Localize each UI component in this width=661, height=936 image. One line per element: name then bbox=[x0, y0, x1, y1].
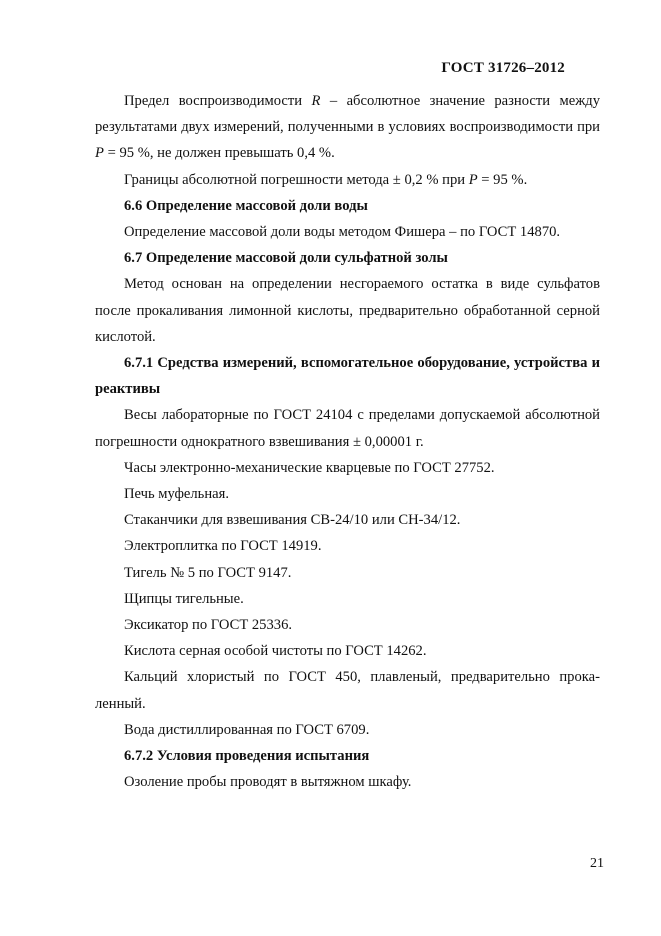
heading-6-7-1: 6.7.1 Средства измерений, вспомогательное оборудование, устройства и реактивы bbox=[95, 355, 600, 398]
page-number: 21 bbox=[590, 856, 604, 871]
list-item: Электроплитка по ГОСТ 14919. bbox=[124, 538, 322, 555]
list-item: Вода дистиллированная по ГОСТ 6709. bbox=[124, 721, 370, 738]
paragraph-reproducibility: Предел воспроизводимости R – абсолютное значение разности между результатами двух измерений, полученными в условиях воспроизводимости при P = 95 %, не должен превышать 0,4 %. bbox=[95, 93, 600, 162]
document-code-header: ГОСТ 31726–2012 bbox=[441, 60, 565, 76]
paragraph-water-method: Определение массовой доли воды методом Фишера – по ГОСТ 14870. bbox=[124, 224, 561, 241]
heading-6-7: 6.7 Определение массовой доли сульфатной золы bbox=[124, 250, 448, 267]
list-item: Стаканчики для взвешивания СВ-24/10 или СН-34/12. bbox=[124, 512, 461, 529]
paragraph-error-bounds: Границы абсолютной погрешности метода ± 0,2 % при P = 95 %. bbox=[124, 171, 528, 188]
list-item: Часы электронно-механические кварцевые по ГОСТ 27752. bbox=[124, 459, 495, 476]
list-item: Кислота серная особой чистоты по ГОСТ 14262. bbox=[124, 643, 427, 660]
paragraph-ashing: Озоление пробы проводят в вытяжном шкафу. bbox=[124, 774, 412, 791]
list-item: Тигель № 5 по ГОСТ 9147. bbox=[124, 564, 292, 581]
page-body bbox=[95, 88, 600, 795]
list-item: Щипцы тигельные. bbox=[124, 590, 244, 607]
list-item: Печь муфельная. bbox=[124, 486, 229, 503]
heading-6-6: 6.6 Определение массовой доли воды bbox=[124, 197, 368, 214]
list-item: Эксикатор по ГОСТ 25336. bbox=[124, 617, 293, 634]
list-item: Кальций хлористый по ГОСТ 450, плавленый, предварительно прокаленный. bbox=[95, 669, 600, 712]
heading-6-7-2: 6.7.2 Условия проведения испытания bbox=[124, 748, 370, 765]
paragraph-method-basis: Метод основан на определении несгораемого остатка в виде сульфатов после прокаливания лимонной кислоты, предварительно обработанной серной кислотой. bbox=[95, 276, 600, 345]
list-item: Весы лабораторные по ГОСТ 24104 с пределами допускаемой абсолютной погрешности однократного взвешивания ± 0,00001 г. bbox=[95, 407, 600, 450]
